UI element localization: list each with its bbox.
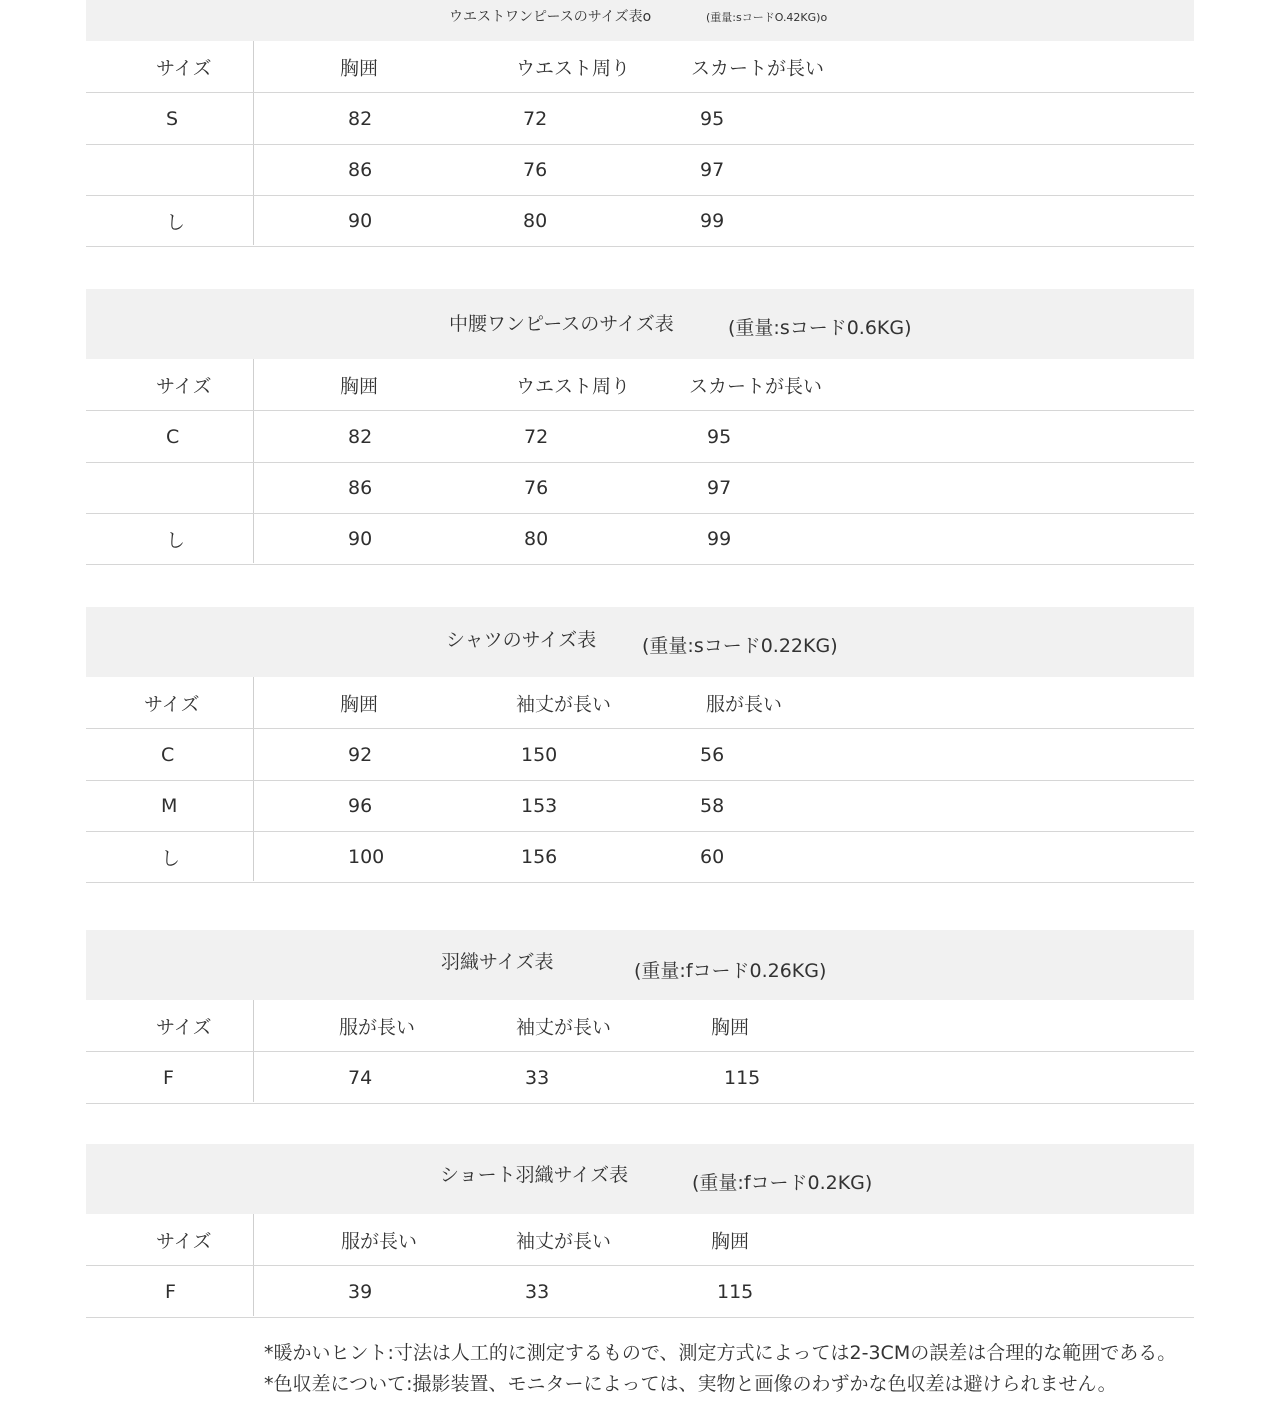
size-label: C xyxy=(161,743,175,766)
table-weight: (重量:sコード0.22KG) xyxy=(642,635,838,657)
column-header: サイズ xyxy=(144,693,200,715)
measurement-value: 60 xyxy=(700,845,725,868)
measurement-value: 86 xyxy=(348,476,373,499)
column-header: 服が長い xyxy=(706,693,783,715)
table-weight: (重量:sコードO.42KG)o xyxy=(706,11,828,24)
note-measurement: *暖かいヒント:寸法は人工的に測定するもので、測定方式によっては2-3CMの誤差は合理的な範囲である。 xyxy=(264,1342,1177,1364)
measurement-value: 99 xyxy=(707,527,732,550)
table-title-bar xyxy=(86,0,1194,41)
column-header: 袖丈が長い xyxy=(516,1230,612,1252)
size-label: し xyxy=(166,211,186,233)
table-header-row xyxy=(86,359,1194,411)
table-title: ショート羽織サイズ表 xyxy=(440,1164,629,1186)
measurement-value: 72 xyxy=(524,425,549,448)
table-row xyxy=(86,462,1194,514)
measurement-value: 100 xyxy=(348,845,385,868)
column-header: スカートが長い xyxy=(691,57,825,79)
measurement-value: 80 xyxy=(524,527,549,550)
size-label: S xyxy=(166,107,179,130)
measurement-value: 76 xyxy=(524,476,549,499)
measurement-value: 74 xyxy=(348,1066,373,1089)
table-title: ウエストワンピースのサイズ表o xyxy=(449,9,652,25)
size-label: C xyxy=(166,425,180,448)
measurement-value: 33 xyxy=(525,1066,550,1089)
measurement-value: 86 xyxy=(348,158,373,181)
size-label: F xyxy=(165,1280,176,1303)
size-table-section xyxy=(86,930,1194,1104)
column-header: 胸囲 xyxy=(340,693,379,715)
table-row xyxy=(86,93,1194,145)
table-row xyxy=(86,780,1194,832)
size-label: F xyxy=(163,1066,174,1089)
measurement-value: 96 xyxy=(348,794,373,817)
table-row xyxy=(86,411,1194,463)
column-header: 袖丈が長い xyxy=(516,1016,612,1038)
measurement-value: 90 xyxy=(348,527,373,550)
measurement-value: 76 xyxy=(523,158,548,181)
column-header: 袖丈が長い xyxy=(516,693,612,715)
measurement-value: 33 xyxy=(525,1280,550,1303)
table-weight: (重量:fコード0.2KG) xyxy=(692,1172,873,1194)
measurement-value: 150 xyxy=(521,743,558,766)
table-row xyxy=(86,1052,1194,1104)
column-header: ウエスト周り xyxy=(516,57,631,79)
measurement-value: 115 xyxy=(717,1280,754,1303)
note-color-difference: *色収差について:撮影装置、モニターによっては、実物と画像のわずかな色収差は避けられません。 xyxy=(264,1373,1117,1395)
size-table-section xyxy=(86,289,1194,565)
measurement-value: 56 xyxy=(700,743,725,766)
size-table-section xyxy=(86,1144,1194,1318)
measurement-value: 80 xyxy=(523,209,548,232)
measurement-value: 90 xyxy=(348,209,373,232)
size-table-section xyxy=(86,0,1194,247)
measurement-value: 72 xyxy=(523,107,548,130)
notes xyxy=(264,1338,1176,1400)
measurement-value: 82 xyxy=(348,425,373,448)
table-weight: (重量:sコード0.6KG) xyxy=(728,317,912,339)
table-title: 羽織サイズ表 xyxy=(441,951,554,973)
size-table-section xyxy=(86,607,1194,883)
measurement-value: 95 xyxy=(707,425,732,448)
table-weight: (重量:fコード0.26KG) xyxy=(634,960,827,982)
table-row xyxy=(86,144,1194,196)
column-header: 胸囲 xyxy=(711,1016,750,1038)
table-header-row xyxy=(86,677,1194,729)
table-row xyxy=(86,195,1194,247)
table-row xyxy=(86,831,1194,883)
column-header: 胸囲 xyxy=(340,375,379,397)
column-header: スカートが長い xyxy=(689,375,823,397)
table-title-bar xyxy=(86,289,1194,359)
column-header: サイズ xyxy=(156,375,212,397)
measurement-value: 82 xyxy=(348,107,373,130)
measurement-value: 156 xyxy=(521,845,558,868)
measurement-value: 95 xyxy=(700,107,725,130)
table-header-row xyxy=(86,1000,1194,1052)
table-row xyxy=(86,1266,1194,1318)
column-header: サイズ xyxy=(156,57,212,79)
measurement-value: 97 xyxy=(700,158,725,181)
table-title-bar xyxy=(86,1144,1194,1214)
table-title: シャツのサイズ表 xyxy=(446,629,597,651)
table-title-bar xyxy=(86,607,1194,677)
column-header: 服が長い xyxy=(339,1016,416,1038)
measurement-value: 153 xyxy=(521,794,558,817)
column-header: 胸囲 xyxy=(711,1230,750,1252)
table-header-row xyxy=(86,1214,1194,1266)
table-row xyxy=(86,729,1194,781)
column-header: 服が長い xyxy=(341,1230,418,1252)
column-header: サイズ xyxy=(156,1016,212,1038)
table-header-row xyxy=(86,41,1194,93)
size-label: M xyxy=(161,794,178,817)
size-label: し xyxy=(161,847,181,869)
size-label: し xyxy=(166,529,186,551)
column-header: 胸囲 xyxy=(340,57,379,79)
column-header: ウエスト周り xyxy=(516,375,631,397)
table-title: 中腰ワンピースのサイズ表 xyxy=(449,313,674,335)
table-title-bar xyxy=(86,930,1194,1000)
measurement-value: 115 xyxy=(724,1066,761,1089)
measurement-value: 92 xyxy=(348,743,373,766)
measurement-value: 39 xyxy=(348,1280,373,1303)
table-row xyxy=(86,513,1194,565)
measurement-value: 99 xyxy=(700,209,725,232)
column-header: サイズ xyxy=(156,1230,212,1252)
measurement-value: 58 xyxy=(700,794,725,817)
measurement-value: 97 xyxy=(707,476,732,499)
